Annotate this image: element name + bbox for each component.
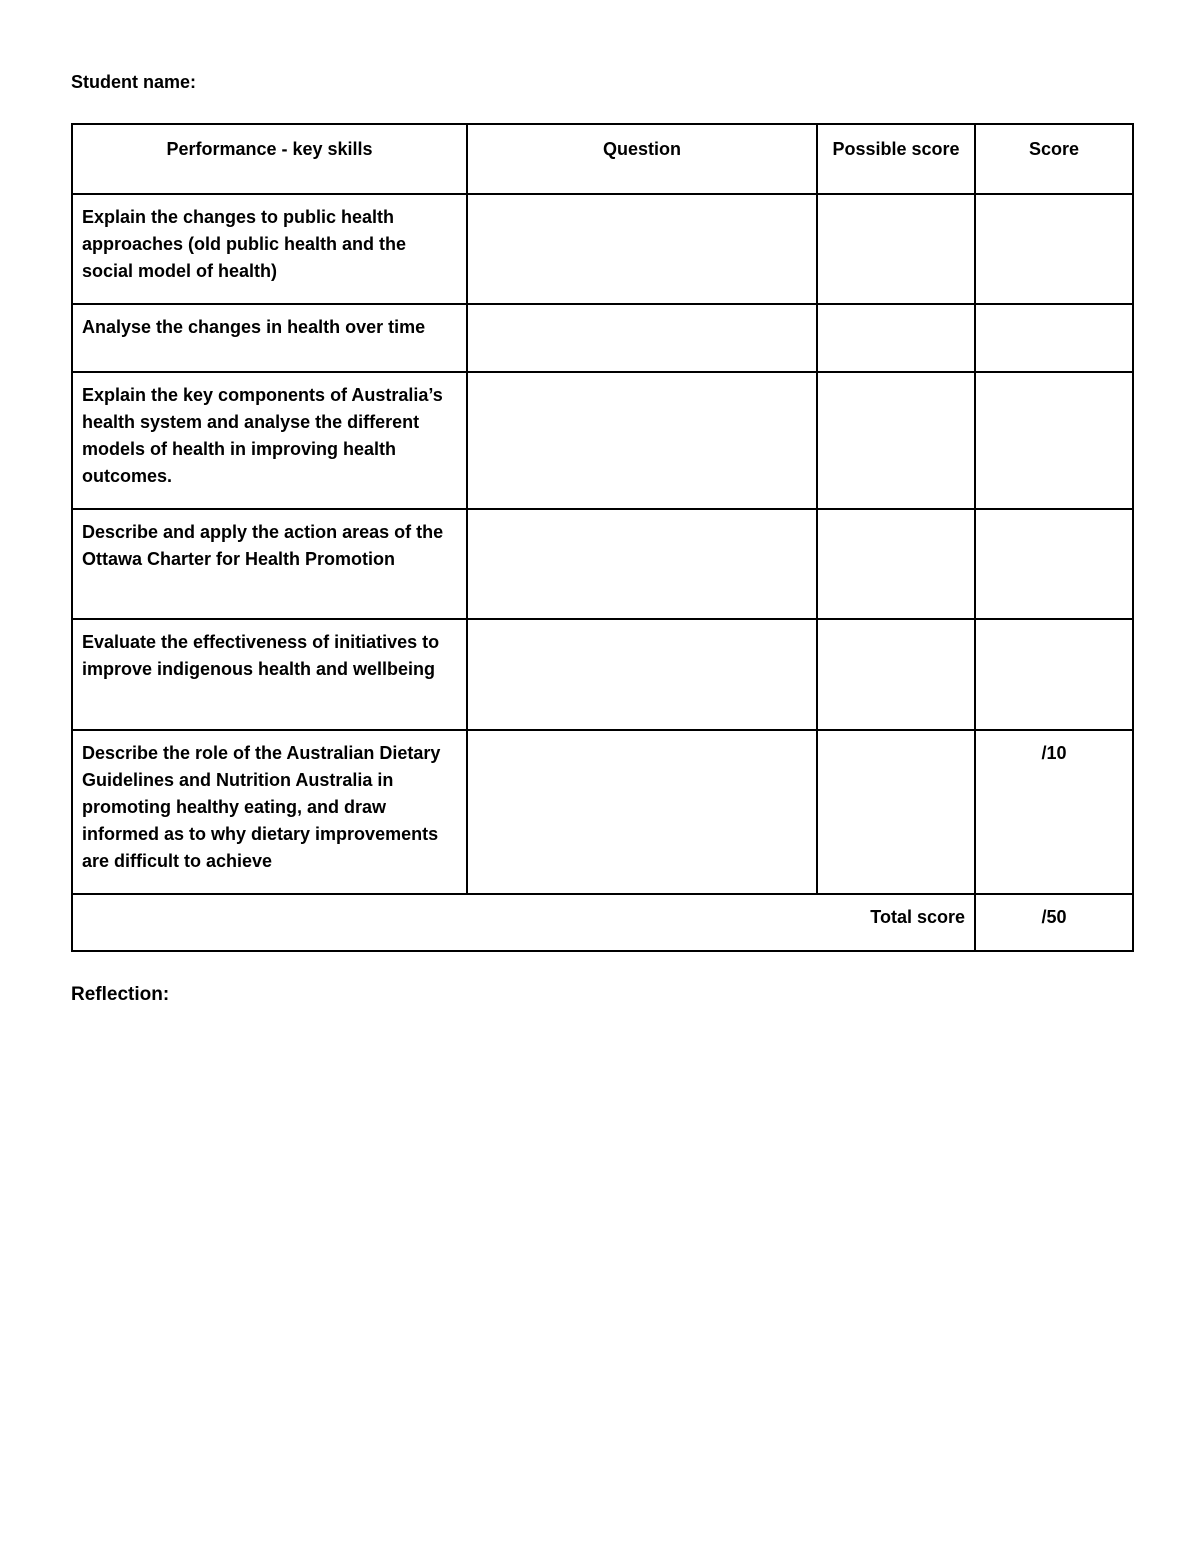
score-cell[interactable] [975, 509, 1133, 619]
question-cell[interactable] [467, 619, 817, 730]
score-cell[interactable] [975, 194, 1133, 304]
skill-cell: Analyse the changes in health over time [72, 304, 467, 372]
header-question: Question [467, 124, 817, 194]
header-score: Score [975, 124, 1133, 194]
question-cell[interactable] [467, 509, 817, 619]
total-score-label: Total score [72, 894, 975, 951]
table-header-row [72, 124, 1133, 194]
header-possible-score: Possible score [817, 124, 975, 194]
skill-cell: Evaluate the effectiveness of initiatives to improve indigenous health and wellbeing [72, 619, 467, 730]
skill-cell: Explain the key components of Australia’s health system and analyse the different models of health in improving health outcomes. [72, 372, 467, 509]
total-score-value[interactable]: /50 [975, 894, 1133, 951]
score-cell[interactable] [975, 304, 1133, 372]
score-cell[interactable]: /10 [975, 730, 1133, 894]
table-row [72, 372, 1133, 509]
possible-score-cell[interactable] [817, 730, 975, 894]
table-row [72, 619, 1133, 730]
table-row [72, 304, 1133, 372]
score-cell[interactable] [975, 372, 1133, 509]
skill-cell: Explain the changes to public health approaches (old public health and the social model of health) [72, 194, 467, 304]
possible-score-cell[interactable] [817, 304, 975, 372]
skill-cell: Describe the role of the Australian Dietary Guidelines and Nutrition Australia in promoting healthy eating, and draw informed as to why dietary improvements are difficult to achieve [72, 730, 467, 894]
question-cell[interactable] [467, 372, 817, 509]
possible-score-cell[interactable] [817, 509, 975, 619]
student-name-label: Student name: [71, 72, 197, 92]
reflection-label: Reflection: [71, 984, 170, 1005]
possible-score-cell[interactable] [817, 194, 975, 304]
table-row [72, 730, 1133, 894]
table-row [72, 509, 1133, 619]
possible-score-cell[interactable] [817, 619, 975, 730]
header-performance-key-skills: Performance - key skills [72, 124, 467, 194]
rubric-table [71, 123, 1134, 952]
table-row [72, 194, 1133, 304]
skill-cell: Describe and apply the action areas of the Ottawa Charter for Health Promotion [72, 509, 467, 619]
possible-score-cell[interactable] [817, 372, 975, 509]
score-cell[interactable] [975, 619, 1133, 730]
question-cell[interactable] [467, 730, 817, 894]
question-cell[interactable] [467, 304, 817, 372]
total-row [72, 894, 1133, 951]
question-cell[interactable] [467, 194, 817, 304]
